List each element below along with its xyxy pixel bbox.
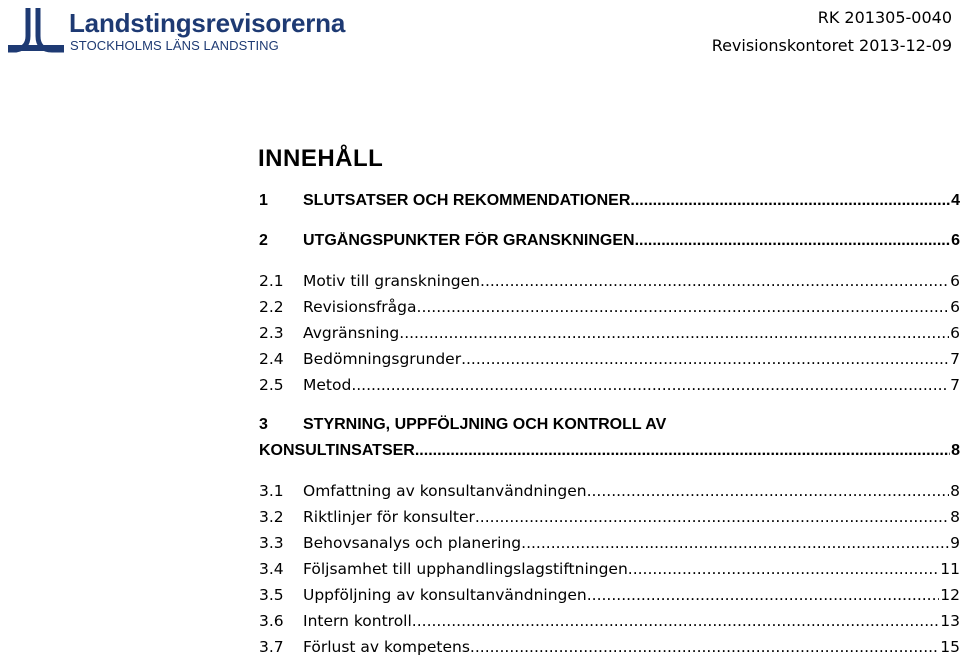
toc-entry-page: 12 (940, 586, 960, 604)
toc-entry-number: 2.1 (259, 272, 284, 290)
toc-entry-label: UTGÅNGSPUNKTER FÖR GRANSKNINGEN (303, 232, 635, 249)
toc-entry-label: Riktlinjer för konsulter (303, 508, 475, 526)
toc-entry-page: 7 (950, 350, 960, 368)
toc-entry-number: 3.5 (259, 586, 284, 604)
toc-entry-number: 1 (259, 192, 268, 209)
toc-entry-heading[interactable] (259, 416, 666, 434)
toc-entry-number: 3.2 (259, 508, 284, 526)
toc-leader (399, 324, 949, 342)
toc-subentry[interactable] (259, 638, 960, 656)
toc-entry-number: 2.4 (259, 350, 284, 368)
toc-subentry[interactable] (259, 534, 960, 552)
toc-leader (587, 482, 950, 500)
toc-entry-page: 4 (951, 192, 960, 209)
toc-entry-number: 3.4 (259, 560, 284, 578)
toc-entry-label: STYRNING, UPPFÖLJNING OCH KONTROLL AV (303, 416, 667, 433)
toc-subentry[interactable] (259, 376, 960, 394)
toc-entry-label: Motiv till granskningen (303, 272, 481, 290)
office-date: Revisionskontoret 2013-12-09 (711, 36, 952, 55)
toc-entry-label: Omfattning av konsultanvändningen (303, 482, 587, 500)
toc-leader (521, 534, 949, 552)
toc-entry-label: Revisionsfråga (303, 298, 417, 316)
toc-entry-continuation[interactable] (259, 442, 960, 460)
toc-entry-label-continued: KONSULTINSATSER (259, 442, 415, 459)
toc-leader (417, 298, 950, 316)
toc-entry-label: Förlust av kompetens (303, 638, 470, 656)
document-id: RK 201305-0040 (817, 8, 952, 27)
toc-subentry[interactable] (259, 350, 960, 368)
toc-entry-label: SLUTSATSER OCH REKOMMENDATIONER (303, 192, 631, 209)
toc-entry-label: Uppföljning av konsultanvändningen (303, 586, 587, 604)
toc-leader (635, 232, 951, 250)
logo-name: Landstingsrevisorerna (69, 8, 346, 38)
toc-entry[interactable] (259, 232, 960, 250)
toc-entry-number: 2.2 (259, 298, 284, 316)
toc-leader (412, 612, 939, 630)
toc-entry-label: Intern kontroll (303, 612, 412, 630)
logo-subtitle: STOCKHOLMS LÄNS LANDSTING (70, 38, 279, 53)
toc-entry-number: 2 (259, 232, 268, 249)
toc-entry-page: 6 (950, 324, 960, 342)
toc-entry-number: 2.3 (259, 324, 284, 342)
toc-title: INNEHÅLL (258, 145, 384, 172)
toc-leader (475, 508, 949, 526)
toc-entry-number: 3.6 (259, 612, 284, 630)
toc-entry-page: 6 (951, 232, 960, 249)
toc-leader (587, 586, 940, 604)
toc-entry-number: 3.7 (259, 638, 284, 656)
logo-mark-icon (8, 6, 64, 54)
toc-subentry[interactable] (259, 324, 960, 342)
toc-leader (351, 376, 949, 394)
toc-entry-page: 7 (950, 376, 960, 394)
toc-entry-number: 3 (259, 416, 268, 433)
toc-subentry[interactable] (259, 612, 960, 630)
toc-leader (470, 638, 939, 656)
toc-leader (628, 560, 939, 578)
toc-leader (480, 272, 949, 290)
toc-entry-page: 8 (950, 508, 960, 526)
toc-entry[interactable] (259, 192, 960, 210)
toc-entry-number: 3.3 (259, 534, 284, 552)
toc-entry-page: 15 (940, 638, 960, 656)
toc-entry-page: 6 (950, 272, 960, 290)
toc-entry-page: 8 (951, 442, 960, 459)
toc-entry-label: Behovsanalys och planering (303, 534, 522, 552)
toc-subentry[interactable] (259, 508, 960, 526)
toc-entry-number: 3.1 (259, 482, 284, 500)
logo (8, 6, 348, 54)
toc-entry-page: 9 (950, 534, 960, 552)
toc-entry-label: Följsamhet till upphandlingslagstiftningen (303, 560, 628, 578)
toc-leader (630, 192, 950, 210)
toc-leader (461, 350, 949, 368)
toc-entry-page: 6 (950, 298, 960, 316)
toc-entry-page: 11 (940, 560, 960, 578)
toc-subentry[interactable] (259, 560, 960, 578)
toc-subentry[interactable] (259, 482, 960, 500)
toc-subentry[interactable] (259, 272, 960, 290)
toc-entry-label: Bedömningsgrunder (303, 350, 462, 368)
toc-entry-label: Metod (303, 376, 352, 394)
document-meta (712, 4, 952, 60)
toc-entry-page: 8 (950, 482, 960, 500)
toc-subentry[interactable] (259, 298, 960, 316)
toc-leader (415, 442, 950, 460)
toc-entry-number: 2.5 (259, 376, 284, 394)
toc-entry-page: 13 (940, 612, 960, 630)
toc-entry-label: Avgränsning (303, 324, 400, 342)
toc-subentry[interactable] (259, 586, 960, 604)
